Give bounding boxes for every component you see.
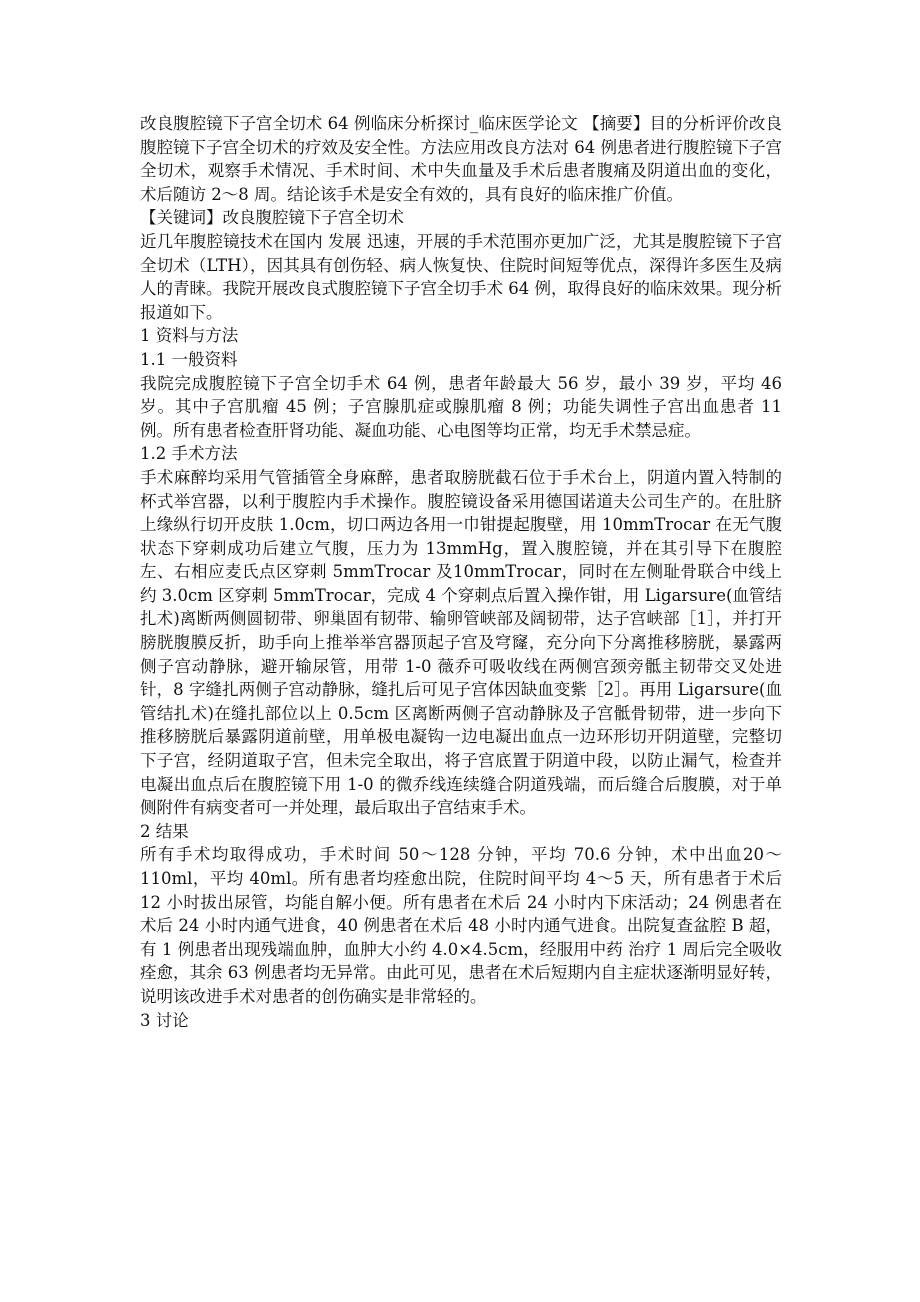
subsection-heading-general: 1.1 一般资料 [140, 349, 238, 369]
introduction-paragraph: 近几年腹腔镜技术在国内 发展 迅速，开展的手术范围亦更加广泛，尤其是腹腔镜下子宫全切术（LTH），因其具有创伤轻、病人恢复快、住院时间短等优点，深得许多医生及病人的青睐。我院开展改良式腹腔镜下子宫全切手术 64 例，取得良好的临床效果。现分析报道如下。 [140, 231, 782, 322]
subsection-heading-surgery: 1.2 手术方法 [140, 444, 238, 464]
section-heading-methods: 1 资料与方法 [140, 326, 239, 346]
section-heading-results: 2 结果 [140, 821, 189, 841]
results-paragraph: 所有手术均取得成功，手术时间 50～128 分钟，平均 70.6 分钟，术中出血20～110ml，平均 40ml。所有患者均痊愈出院，住院时间平均 4～5 天，所有患者于术后 12 小时拔出尿管，均能自解小便。所有患者在术后 24 小时内下床活动；24 例患者在术后 24 小时内通气进食，40 例患者在术后 48 小时内通气进食。出院复查盆腔 B 超，有 1 例患者出现残端血肿，血肿大小约 4.0×4.5cm，经服用中药 治疗 1 周后完全吸收痊愈，其余 63 例患者均无异常。由此可见，患者在术后短期内自主症状逐渐明显好转，说明该改进手术对患者的创伤确实是非常轻的。 [140, 845, 782, 1006]
section-heading-discussion: 3 讨论 [140, 1010, 189, 1030]
surgery-method-paragraph: 手术麻醉均采用气管插管全身麻醉，患者取膀胱截石位于手术台上，阴道内置入特制的杯式举宫器，以利于腹腔内手术操作。腹腔镜设备采用德国诺道夫公司生产的。在肚脐上缘纵行切开皮肤 1.0cm，切口两边各用一巾钳提起腹壁，用 10mmTrocar 在无气腹状态下穿刺成功后建立气腹，压力为 13mmHg，置入腹腔镜，并在其引导下在腹腔左、右相应麦氏点区穿刺 5mmTrocar 及10mmTrocar，同时在左侧耻骨联合中线上约 3.0cm 区穿刺 5mmTrocar，完成 4 个穿刺点后置入操作钳，用 Ligarsure(血管结扎术)离断两侧圆韧带、卵巢固有韧带、输卵管峡部及阔韧带，达子宫峡部［1］，并打开膀胱腹膜反折，助手向上推举举宫器顶起子宫及穹窿，充分向下分离推移膀胱，暴露两侧子宫动静脉，避开输尿管，用带 1-0 薇乔可吸收线在两侧宫颈旁骶主韧带交叉处进针，8 字缝扎两侧子宫动静脉，缝扎后可见子宫体因缺血变紫［2］。再用 Ligarsure(血管结扎术)在缝扎部位以上 0.5cm 区离断两侧子宫动静脉及子宫骶骨韧带，进一步向下推移膀胱后暴露阴道前壁，用单极电凝钩一边电凝出血点一边环形切开阴道壁，完整切下子宫，经阴道取子宫，但未完全取出，将子宫底置于阴道中段，以防止漏气，检查并电凝出血点后在腹腔镜下用 1-0 的微乔线连续缝合阴道残端，而后缝合后腹膜，对于单侧附件有病变者可一并处理，最后取出子宫结束手术。 [140, 467, 782, 818]
general-data-paragraph: 我院完成腹腔镜下子宫全切手术 64 例，患者年龄最大 56 岁，最小 39 岁，平均 46 岁。其中子宫肌瘤 45 例；子宫腺肌症或腺肌瘤 8 例；功能失调性子宫出血患者 11 例。所有患者检查肝肾功能、凝血功能、心电图等均正常，均无手术禁忌症。 [140, 373, 782, 440]
title-and-abstract: 改良腹腔镜下子宫全切术 64 例临床分析探讨_临床医学论文 【摘要】目的分析评价改良腹腔镜下子宫全切术的疗效及安全性。方法应用改良方法对 64 例患者进行腹腔镜下子宫全切术，观察手术情况、手术时间、术中失血量及手术后患者腹痛及阴道出血的变化，术后随访 2～8 周。结论该手术是安全有效的，具有良好的临床推广价值。 [140, 114, 782, 204]
document-page [140, 112, 782, 1032]
keywords: 【关键词】改良腹腔镜下子宫全切术 [140, 208, 404, 228]
